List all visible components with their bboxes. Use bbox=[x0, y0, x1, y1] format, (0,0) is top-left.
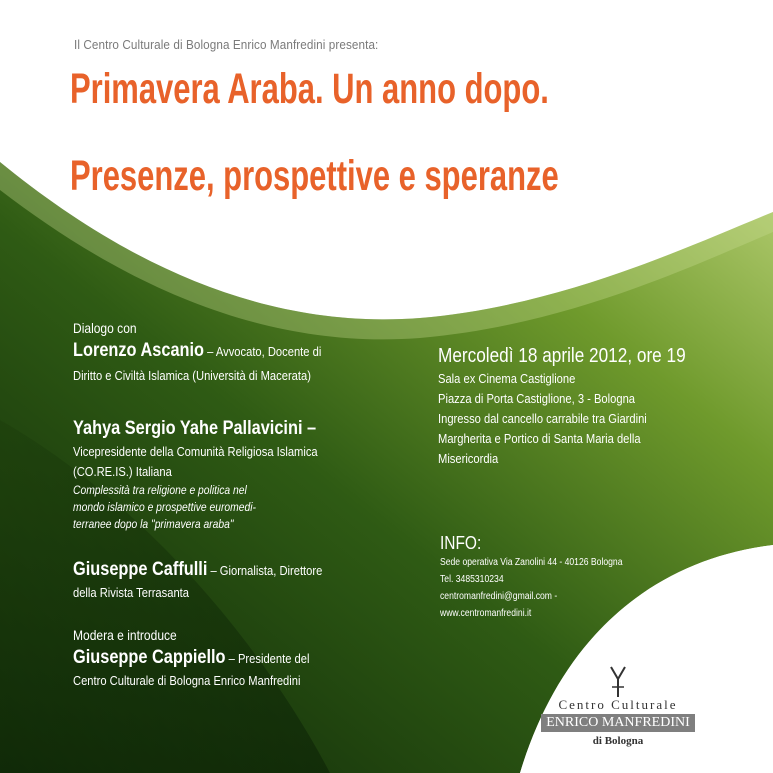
speaker-2-dash: – bbox=[302, 418, 317, 439]
speaker-1-role-cont: Diritto e Civiltà Islamica (Università di Macerata) bbox=[73, 368, 311, 383]
moderator-intro: Modera e introduce bbox=[73, 627, 177, 643]
event-title-line-2: Presenze, prospettive e speranze bbox=[70, 152, 559, 200]
speaker-4-role-cont: Centro Culturale di Bologna Enrico Manfredini bbox=[73, 673, 301, 688]
speaker-2-role-cont: (CO.RE.IS.) Italiana bbox=[73, 464, 172, 479]
speaker-2-name: Yahya Sergio Yahe Pallavicini bbox=[73, 418, 303, 439]
logo-text-1: Centro Culturale bbox=[558, 697, 678, 712]
info-phone: Tel. 3485310234 bbox=[440, 574, 504, 585]
dialogue-intro: Dialogo con bbox=[73, 320, 137, 336]
event-details bbox=[438, 343, 686, 469]
speaker-2-topic-1: Complessità tra religione e politica nel bbox=[73, 483, 247, 497]
speaker-2-topic-2: mondo islamico e prospettive euromedi- bbox=[73, 500, 256, 514]
info-heading: INFO: bbox=[440, 533, 482, 553]
logo-text-2: ENRICO MANFREDINI bbox=[541, 714, 695, 732]
presenter-line: Il Centro Culturale di Bologna Enrico Manfredini presenta: bbox=[74, 37, 379, 52]
centro-manfredini-logo bbox=[528, 665, 708, 747]
speaker-4 bbox=[73, 645, 322, 671]
speaker-4-name: Giuseppe Cappiello bbox=[73, 647, 226, 668]
speaker-2-role: Vicepresidente della Comunità Religiosa Islamica bbox=[73, 444, 318, 459]
speaker-4-role: – Presidente del bbox=[225, 651, 310, 666]
speakers-block bbox=[73, 318, 322, 691]
info-email[interactable]: centromanfredini@gmail.com - bbox=[440, 591, 558, 602]
speaker-1-name: Lorenzo Ascanio bbox=[73, 340, 205, 361]
info-block bbox=[440, 532, 622, 622]
speaker-1 bbox=[73, 338, 322, 364]
speaker-3 bbox=[73, 557, 322, 583]
venue-line-2: Piazza di Porta Castiglione, 3 - Bologna bbox=[438, 391, 636, 406]
event-date: Mercoledì 18 aprile 2012, ore 19 bbox=[438, 345, 686, 367]
speaker-3-role: – Giornalista, Direttore bbox=[207, 563, 323, 578]
venue-line-3: Ingresso dal cancello carrabile tra Giardini bbox=[438, 411, 647, 426]
venue-line-4: Margherita e Portico di Santa Maria della bbox=[438, 431, 641, 446]
venue-line-5: Misericordia bbox=[438, 451, 499, 466]
venue-line-1: Sala ex Cinema Castiglione bbox=[438, 371, 576, 386]
speaker-1-role: – Avvocato, Docente di bbox=[204, 344, 322, 359]
event-title-line-1: Primavera Araba. Un anno dopo. bbox=[70, 65, 549, 113]
speaker-2 bbox=[73, 416, 322, 442]
info-address: Sede operativa Via Zanolini 44 - 40126 Bologna bbox=[440, 557, 623, 568]
speaker-3-role-cont: della Rivista Terrasanta bbox=[73, 585, 190, 600]
speaker-2-topic-3: terranee dopo la "primavera araba" bbox=[73, 517, 234, 531]
logo-text-3: di Bologna bbox=[592, 735, 644, 747]
info-website[interactable]: www.centromanfredini.it bbox=[440, 608, 532, 619]
speaker-3-name: Giuseppe Caffulli bbox=[73, 559, 208, 580]
cross-emblem-icon bbox=[603, 665, 633, 699]
